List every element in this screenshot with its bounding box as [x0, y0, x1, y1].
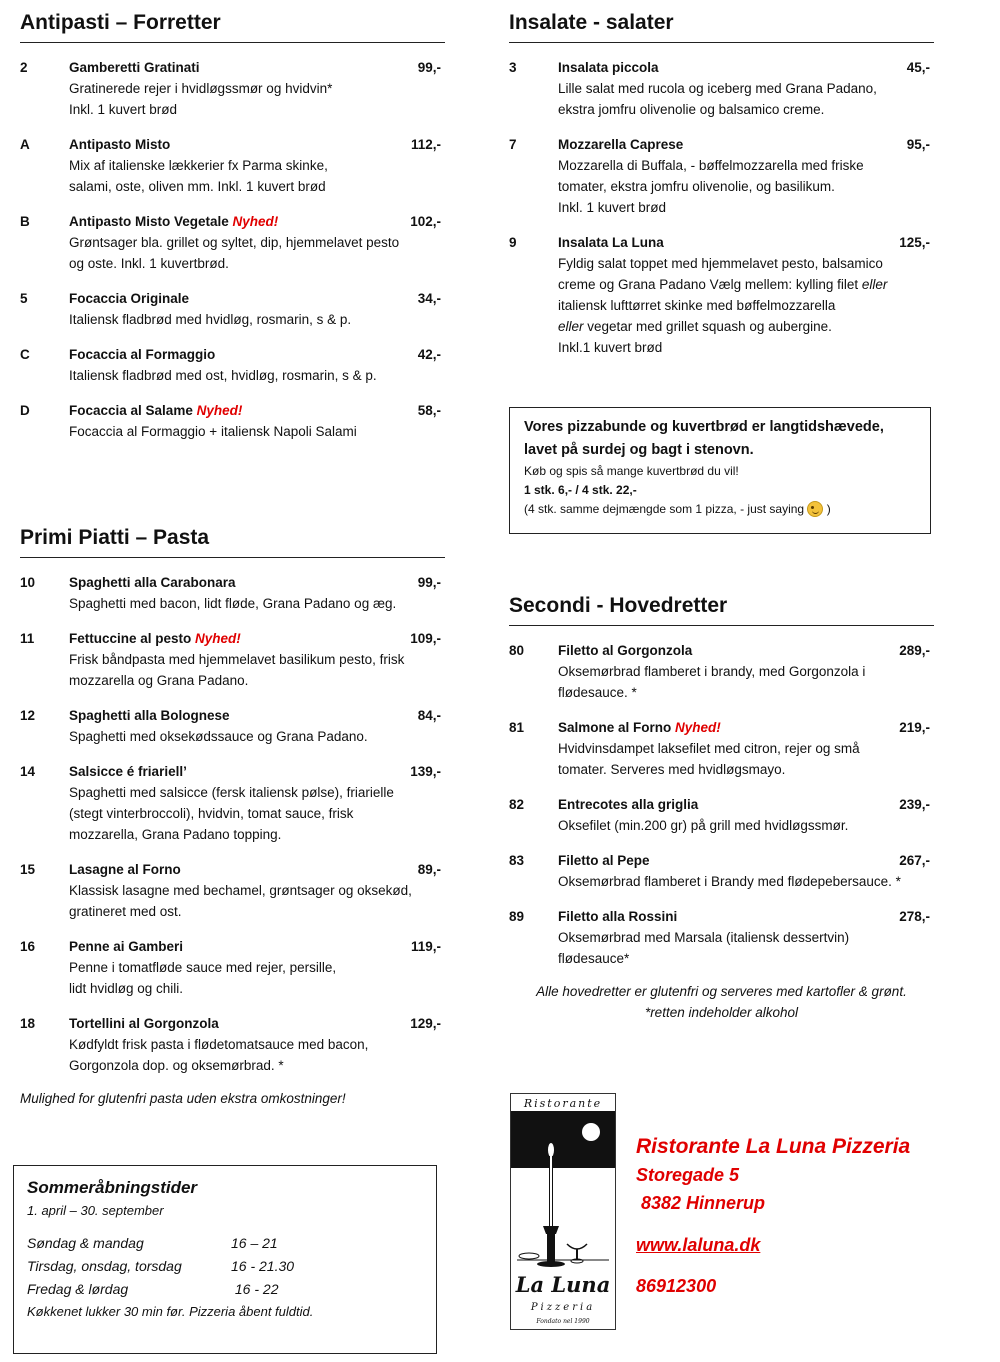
hours-title: Sommeråbningstider: [27, 1178, 198, 1197]
opening-hours-box: [13, 1165, 437, 1354]
menu-item: [509, 640, 934, 703]
la-luna-logo: [510, 1093, 616, 1330]
menu-item: [509, 57, 934, 120]
item-name: Salmone al Forno: [558, 720, 672, 735]
item-number: 5: [20, 291, 28, 306]
item-description-line: Hvidvinsdampet laksefilet med citron, rejer og små: [558, 741, 860, 756]
item-price: 139,-: [410, 764, 441, 779]
item-number: 12: [20, 708, 36, 723]
menu-item: [20, 628, 445, 691]
item-name: Insalata piccola: [558, 60, 659, 75]
item-price: 267,-: [899, 853, 930, 868]
desc-text: creme og Grana Padano Vælg mellem: kylling filet: [558, 277, 862, 292]
item-number: 89: [509, 909, 525, 924]
item-name: Mozzarella Caprese: [558, 137, 684, 152]
new-badge: Nyhed!: [675, 720, 721, 735]
item-number: 18: [20, 1016, 36, 1031]
item-name: Lasagne al Forno: [69, 862, 181, 877]
item-name: Fettuccine al pesto: [69, 631, 192, 646]
item-description-line: Penne i tomatfløde sauce med rejer, persille,: [69, 960, 337, 975]
item-description-line: Italiensk fladbrød med hvidløg, rosmarin, s & p.: [69, 312, 352, 327]
bread-info-box: [509, 407, 931, 534]
menu-item: [509, 134, 934, 218]
item-description-line: (stegt vinterbroccoli), hvidvin, tomat sauce, frisk: [69, 806, 354, 821]
menu-item: [509, 794, 934, 836]
item-description-line: Oksemørbrad flamberet i brandy, med Gorgonzola i: [558, 664, 866, 679]
menu-item: [20, 705, 445, 747]
hours-time: 16 – 21: [231, 1235, 278, 1251]
item-description-line: [558, 316, 930, 337]
logo-established: Fondato nel 1990: [536, 1318, 590, 1325]
item-description-line: tomater, ekstra jomfru olivenolie, og basilikum.: [558, 179, 835, 194]
menu-item: [509, 850, 934, 892]
insalate-section: [509, 10, 934, 372]
section-title-secondi: Secondi - Hovedretter: [509, 593, 934, 626]
item-name: Filetto al Gorgonzola: [558, 643, 693, 658]
item-price: 45,-: [906, 60, 930, 75]
item-description-line: Spaghetti med salsicce (fersk italiensk pølse), friarielle: [69, 785, 394, 800]
restaurant-name: Ristorante La Luna Pizzeria: [636, 1135, 911, 1158]
hours-row: [27, 1232, 423, 1255]
item-number: B: [20, 214, 30, 229]
hours-row: [27, 1278, 423, 1301]
item-name: Focaccia Originale: [69, 291, 190, 306]
info-line-5-text: (4 stk. samme dejmængde som 1 pizza, - just saying: [524, 502, 805, 516]
hours-time: 16 - 21.30: [231, 1258, 295, 1274]
item-description-line: Frisk båndpasta med hjemmelavet basilikum pesto, frisk: [69, 652, 405, 667]
hours-row: [27, 1255, 423, 1278]
item-price: 219,-: [899, 720, 930, 735]
item-price: 125,-: [899, 235, 930, 250]
info-line-3: Køb og spis så mange kuvertbrød du vil!: [524, 464, 739, 478]
item-description-line: Kødfyldt frisk pasta i flødetomatsauce med bacon,: [69, 1037, 369, 1052]
item-description-line: Lille salat med rucola og iceberg med Grana Padano,: [558, 81, 877, 96]
menu-item: [20, 572, 445, 614]
new-badge: Nyhed!: [196, 403, 243, 418]
item-description-line: og oste. Inkl. 1 kuvertbrød.: [69, 256, 229, 271]
item-description-line: lidt hvidløg og chili.: [69, 981, 184, 996]
hours-period: 1. april – 30. september: [27, 1203, 164, 1218]
item-price: 42,-: [417, 347, 441, 362]
info-line-5-end: ): [826, 502, 831, 516]
section-title-insalate: Insalate - salater: [509, 10, 934, 43]
section-title-antipasti: Antipasti – Forretter: [20, 10, 445, 43]
item-description-line: Fyldig salat toppet med hjemmelavet pesto, balsamico: [558, 256, 883, 271]
item-description-line: Klassisk lasagne med bechamel, grøntsager og oksekød,: [69, 883, 412, 898]
menu-item: [20, 761, 445, 845]
item-name: Antipasto Misto Vegetale: [69, 214, 229, 229]
item-name: Insalata La Luna: [558, 235, 664, 250]
winking-smiley-icon: [807, 501, 823, 517]
info-prices: 1 stk. 6,- / 4 stk. 22,-: [524, 483, 637, 497]
logo-name: La Luna: [515, 1272, 611, 1297]
item-number: D: [20, 403, 30, 418]
menu-item: [20, 859, 445, 922]
item-number: A: [20, 137, 30, 152]
logo-bottom-text: Pizzeria: [530, 1302, 596, 1313]
menu-item: [20, 400, 445, 442]
city-address: 8382 Hinnerup: [636, 1193, 766, 1213]
item-price: 278,-: [899, 909, 930, 924]
item-description-line: Inkl. 1 kuvert brød: [558, 200, 667, 215]
item-name: Salsicce é friariell’: [69, 764, 187, 779]
logo-artwork: [511, 1094, 615, 1329]
item-description-line: salami, oste, oliven mm. Inkl. 1 kuvert brød: [69, 179, 326, 194]
hours-day: Søndag & mandag: [27, 1235, 144, 1251]
item-number: 2: [20, 60, 28, 75]
hours-footer: Køkkenet lukker 30 min før. Pizzeria åbent fuldtid.: [27, 1304, 314, 1319]
item-number: C: [20, 347, 30, 362]
item-description-line: Mozzarella di Buffala, - bøffelmozzarella med friske: [558, 158, 864, 173]
contact-block: [636, 1133, 910, 1300]
menu-item: [20, 134, 445, 197]
item-price: 58,-: [417, 403, 441, 418]
menu-item: [509, 232, 934, 358]
item-price: 34,-: [417, 291, 441, 306]
secondi-section: [509, 593, 934, 1023]
item-description-line: ekstra jomfru olivenolie og balsamico creme.: [558, 102, 825, 117]
item-description-line: mozzarella og Grana Padano.: [69, 673, 249, 688]
item-description-line: Spaghetti med oksekødssauce og Grana Padano.: [69, 729, 368, 744]
item-price: 102,-: [410, 214, 441, 229]
item-name: Entrecotes alla griglia: [558, 797, 699, 812]
item-number: 16: [20, 939, 36, 954]
info-line-2: lavet på surdej og bagt i stenovn.: [524, 442, 754, 458]
item-price: 84,-: [417, 708, 441, 723]
item-number: 7: [509, 137, 517, 152]
item-number: 81: [509, 720, 525, 735]
moon-icon: [582, 1123, 600, 1141]
hours-day: Tirsdag, onsdag, torsdag: [27, 1258, 182, 1274]
secondi-note-alcohol: *retten indeholder alkohol: [644, 1005, 799, 1020]
info-line-5: [524, 500, 916, 519]
item-number: 11: [20, 631, 35, 646]
item-description-line: Italiensk fladbrød med ost, hvidløg, rosmarin, s & p.: [69, 368, 377, 383]
item-price: 99,-: [417, 60, 441, 75]
item-number: 82: [509, 797, 525, 812]
item-description-line: Mix af italienske lækkerier fx Parma skinke,: [69, 158, 328, 173]
item-name: Tortellini al Gorgonzola: [69, 1016, 219, 1031]
item-price: 99,-: [417, 575, 441, 590]
item-name: Focaccia al Formaggio: [69, 347, 216, 362]
item-number: 83: [509, 853, 525, 868]
item-description-line: Focaccia al Formaggio + italiensk Napoli Salami: [69, 424, 357, 439]
gluten-note: Mulighed for glutenfri pasta uden ekstra omkostninger!: [20, 1091, 346, 1106]
item-description-line: Spaghetti med bacon, lidt fløde, Grana Padano og æg.: [69, 596, 397, 611]
secondi-items: [509, 640, 934, 969]
menu-item: [20, 211, 445, 274]
menu-item: [20, 344, 445, 386]
website-link[interactable]: www.laluna.dk: [636, 1235, 761, 1255]
desc-text: vegetar med grillet squash og aubergine.: [583, 319, 832, 334]
antipasti-items: [20, 57, 445, 442]
menu-item: [20, 288, 445, 330]
item-number: 9: [509, 235, 517, 250]
secondi-note-gluten: Alle hovedretter er glutenfri og serveres med kartofler & grønt.: [536, 984, 907, 999]
item-description-line: italiensk lufttørret skinke med bøffelmozzarella: [558, 298, 836, 313]
item-description-line: [558, 274, 930, 295]
item-number: 14: [20, 764, 36, 779]
item-description-line: Inkl. 1 kuvert brød: [69, 102, 178, 117]
item-name: Focaccia al Salame: [69, 403, 193, 418]
item-description-line: Gorgonzola dop. og oksemørbrad. *: [69, 1058, 284, 1073]
item-price: 95,-: [906, 137, 930, 152]
item-number: 10: [20, 575, 36, 590]
item-name: Filetto alla Rossini: [558, 909, 678, 924]
item-price: 109,-: [410, 631, 441, 646]
hours-time: 16 - 22: [231, 1281, 279, 1297]
menu-item: [20, 936, 445, 999]
item-description-line: flødesauce*: [558, 951, 630, 966]
item-name: Penne ai Gamberi: [69, 939, 184, 954]
street-address: Storegade 5: [636, 1165, 740, 1185]
item-number: 3: [509, 60, 517, 75]
item-name: Spaghetti alla Bolognese: [69, 708, 230, 723]
item-description-line: Inkl.1 kuvert brød: [558, 340, 663, 355]
item-price: 129,-: [410, 1016, 441, 1031]
item-number: 80: [509, 643, 525, 658]
item-description-line: Gratinerede rejer i hvidløgssmør og hvidvin*: [69, 81, 333, 96]
item-name: Filetto al Pepe: [558, 853, 650, 868]
new-badge: Nyhed!: [195, 631, 241, 646]
item-number: 15: [20, 862, 36, 877]
menu-item: [20, 57, 445, 120]
item-description-line: mozzarella, Grana Padano topping.: [69, 827, 282, 842]
desc-emphasis: eller: [861, 277, 888, 292]
primi-items: [20, 572, 445, 1076]
item-price: 119,-: [410, 939, 441, 954]
primi-section: [20, 525, 445, 1109]
insalate-items: [509, 57, 934, 358]
item-price: 89,-: [417, 862, 441, 877]
item-description-line: flødesauce. *: [558, 685, 637, 700]
desc-emphasis: eller: [558, 319, 584, 334]
item-price: 112,-: [410, 137, 441, 152]
hours-day: Fredag & lørdag: [27, 1281, 129, 1297]
item-description-line: tomater. Serveres med hvidløgsmayo.: [558, 762, 786, 777]
item-price: 239,-: [899, 797, 930, 812]
item-name: Gamberetti Gratinati: [69, 60, 200, 75]
item-description-line: Grøntsager bla. grillet og syltet, dip, hjemmelavet pesto: [69, 235, 400, 250]
item-description-line: gratineret med ost.: [69, 904, 182, 919]
phone-number[interactable]: 86912300: [636, 1276, 717, 1296]
item-name: Spaghetti alla Carabonara: [69, 575, 236, 590]
menu-item: [20, 1013, 445, 1076]
menu-item: [509, 717, 934, 780]
logo-top-text: Ristorante: [523, 1097, 603, 1110]
menu-item: [509, 906, 934, 969]
table-setting-icon: [517, 1244, 609, 1263]
antipasti-section: [20, 10, 445, 456]
item-description-line: Oksemørbrad med Marsala (italiensk dessertvin): [558, 930, 850, 945]
item-description-line: Oksefilet (min.200 gr) på grill med hvidløgssmør.: [558, 818, 849, 833]
new-badge: Nyhed!: [232, 214, 279, 229]
section-title-primi: Primi Piatti – Pasta: [20, 525, 445, 558]
logo-night-sky: [511, 1111, 615, 1168]
item-price: 289,-: [899, 643, 930, 658]
item-name: Antipasto Misto: [69, 137, 171, 152]
info-line-1: Vores pizzabunde og kuvertbrød er langtidshævede,: [524, 419, 884, 435]
item-description-line: Oksemørbrad flamberet i Brandy med flødepebersauce. *: [558, 874, 901, 889]
